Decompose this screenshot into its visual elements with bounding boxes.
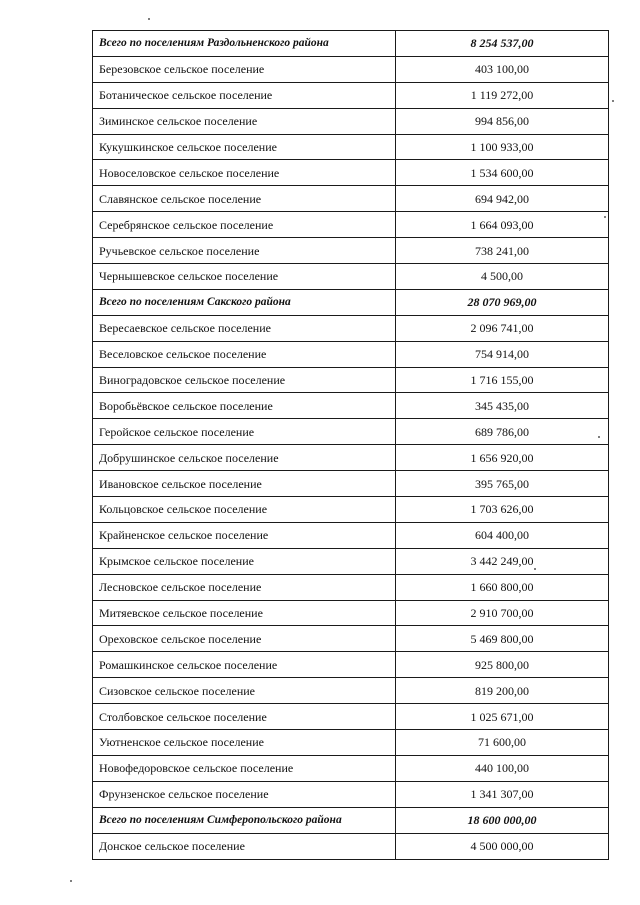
settlement-row [93, 186, 609, 212]
district-total-amount: 28 070 969,00 [396, 289, 609, 315]
settlement-name: Столбовское сельское поселение [93, 704, 396, 730]
settlement-amount: 1 534 600,00 [396, 160, 609, 186]
settlement-amount: 1 660 800,00 [396, 574, 609, 600]
settlement-amount: 5 469 800,00 [396, 626, 609, 652]
settlement-amount: 2 096 741,00 [396, 315, 609, 341]
settlement-row [93, 497, 609, 523]
settlement-row [93, 548, 609, 574]
settlement-name: Донское сельское поселение [93, 833, 396, 859]
settlement-name: Митяевское сельское поселение [93, 600, 396, 626]
scan-speck [148, 18, 150, 20]
settlement-name: Славянское сельское поселение [93, 186, 396, 212]
settlement-amount: 925 800,00 [396, 652, 609, 678]
settlement-row [93, 755, 609, 781]
scan-speck [598, 436, 600, 438]
district-total-label: Всего по поселениям Сакского района [93, 289, 396, 315]
settlement-amount: 604 400,00 [396, 522, 609, 548]
settlement-row [93, 82, 609, 108]
settlement-amount: 1 656 920,00 [396, 445, 609, 471]
settlement-name: Добрушинское сельское поселение [93, 445, 396, 471]
settlement-name: Вересаевское сельское поселение [93, 315, 396, 341]
settlement-name: Новоселовское сельское поселение [93, 160, 396, 186]
settlement-amount: 689 786,00 [396, 419, 609, 445]
settlement-amount: 754 914,00 [396, 341, 609, 367]
settlement-row [93, 730, 609, 756]
settlement-amount: 1 100 933,00 [396, 134, 609, 160]
settlement-amount: 395 765,00 [396, 471, 609, 497]
settlement-amount: 3 442 249,00 [396, 548, 609, 574]
settlement-amount: 1 341 307,00 [396, 781, 609, 807]
settlement-amount: 403 100,00 [396, 56, 609, 82]
settlement-amount: 1 119 272,00 [396, 82, 609, 108]
settlement-name: Лесновское сельское поселение [93, 574, 396, 600]
settlement-amount: 819 200,00 [396, 678, 609, 704]
settlement-row [93, 678, 609, 704]
settlement-name: Воробьёвское сельское поселение [93, 393, 396, 419]
district-total-amount: 8 254 537,00 [396, 31, 609, 57]
settlement-row [93, 574, 609, 600]
settlement-amount: 694 942,00 [396, 186, 609, 212]
table-body [93, 31, 609, 860]
scan-speck [70, 880, 72, 882]
district-total-amount: 18 600 000,00 [396, 807, 609, 833]
settlement-name: Кольцовское сельское поселение [93, 497, 396, 523]
settlement-name: Ореховское сельское поселение [93, 626, 396, 652]
settlement-name: Сизовское сельское поселение [93, 678, 396, 704]
settlement-amount: 738 241,00 [396, 238, 609, 264]
settlement-name: Уютненское сельское поселение [93, 730, 396, 756]
settlement-name: Виноградовское сельское поселение [93, 367, 396, 393]
settlement-budget-table [92, 30, 609, 860]
settlement-name: Новофедоровское сельское поселение [93, 755, 396, 781]
settlement-row [93, 419, 609, 445]
settlement-row [93, 160, 609, 186]
district-total-label: Всего по поселениям Симферопольского района [93, 807, 396, 833]
settlement-row [93, 134, 609, 160]
settlement-row [93, 704, 609, 730]
settlement-row [93, 652, 609, 678]
settlement-row [93, 522, 609, 548]
settlement-row [93, 56, 609, 82]
settlement-name: Крымское сельское поселение [93, 548, 396, 574]
settlement-amount: 4 500 000,00 [396, 833, 609, 859]
scan-speck [604, 216, 606, 218]
settlement-name: Березовское сельское поселение [93, 56, 396, 82]
settlement-row [93, 393, 609, 419]
settlement-name: Ботаническое сельское поселение [93, 82, 396, 108]
settlement-row [93, 445, 609, 471]
settlement-amount: 71 600,00 [396, 730, 609, 756]
settlement-row [93, 315, 609, 341]
settlement-name: Фрунзенское сельское поселение [93, 781, 396, 807]
settlement-name: Зиминское сельское поселение [93, 108, 396, 134]
settlement-amount: 1 716 155,00 [396, 367, 609, 393]
settlement-row [93, 781, 609, 807]
settlement-name: Кукушкинское сельское поселение [93, 134, 396, 160]
settlement-row [93, 341, 609, 367]
settlement-amount: 4 500,00 [396, 264, 609, 290]
settlement-row [93, 212, 609, 238]
settlement-name: Ручьевское сельское поселение [93, 238, 396, 264]
settlement-amount: 994 856,00 [396, 108, 609, 134]
settlement-row [93, 108, 609, 134]
settlement-amount: 1 664 093,00 [396, 212, 609, 238]
district-total-row [93, 807, 609, 833]
settlement-row [93, 600, 609, 626]
settlement-name: Крайненское сельское поселение [93, 522, 396, 548]
settlement-row [93, 833, 609, 859]
settlement-name: Геройское сельское поселение [93, 419, 396, 445]
settlement-name: Ромашкинское сельское поселение [93, 652, 396, 678]
settlement-name: Ивановское сельское поселение [93, 471, 396, 497]
settlement-name: Чернышевское сельское поселение [93, 264, 396, 290]
settlement-row [93, 264, 609, 290]
settlement-amount: 440 100,00 [396, 755, 609, 781]
settlement-row [93, 238, 609, 264]
district-total-row [93, 289, 609, 315]
settlement-amount: 1 703 626,00 [396, 497, 609, 523]
settlement-name: Серебрянское сельское поселение [93, 212, 396, 238]
settlement-row [93, 626, 609, 652]
district-total-row [93, 31, 609, 57]
settlement-amount: 1 025 671,00 [396, 704, 609, 730]
settlement-amount: 2 910 700,00 [396, 600, 609, 626]
district-total-label: Всего по поселениям Раздольненского района [93, 31, 396, 57]
settlement-name: Веселовское сельское поселение [93, 341, 396, 367]
scan-speck [534, 568, 536, 570]
scan-speck [612, 100, 614, 102]
settlement-row [93, 471, 609, 497]
settlement-amount: 345 435,00 [396, 393, 609, 419]
settlement-row [93, 367, 609, 393]
